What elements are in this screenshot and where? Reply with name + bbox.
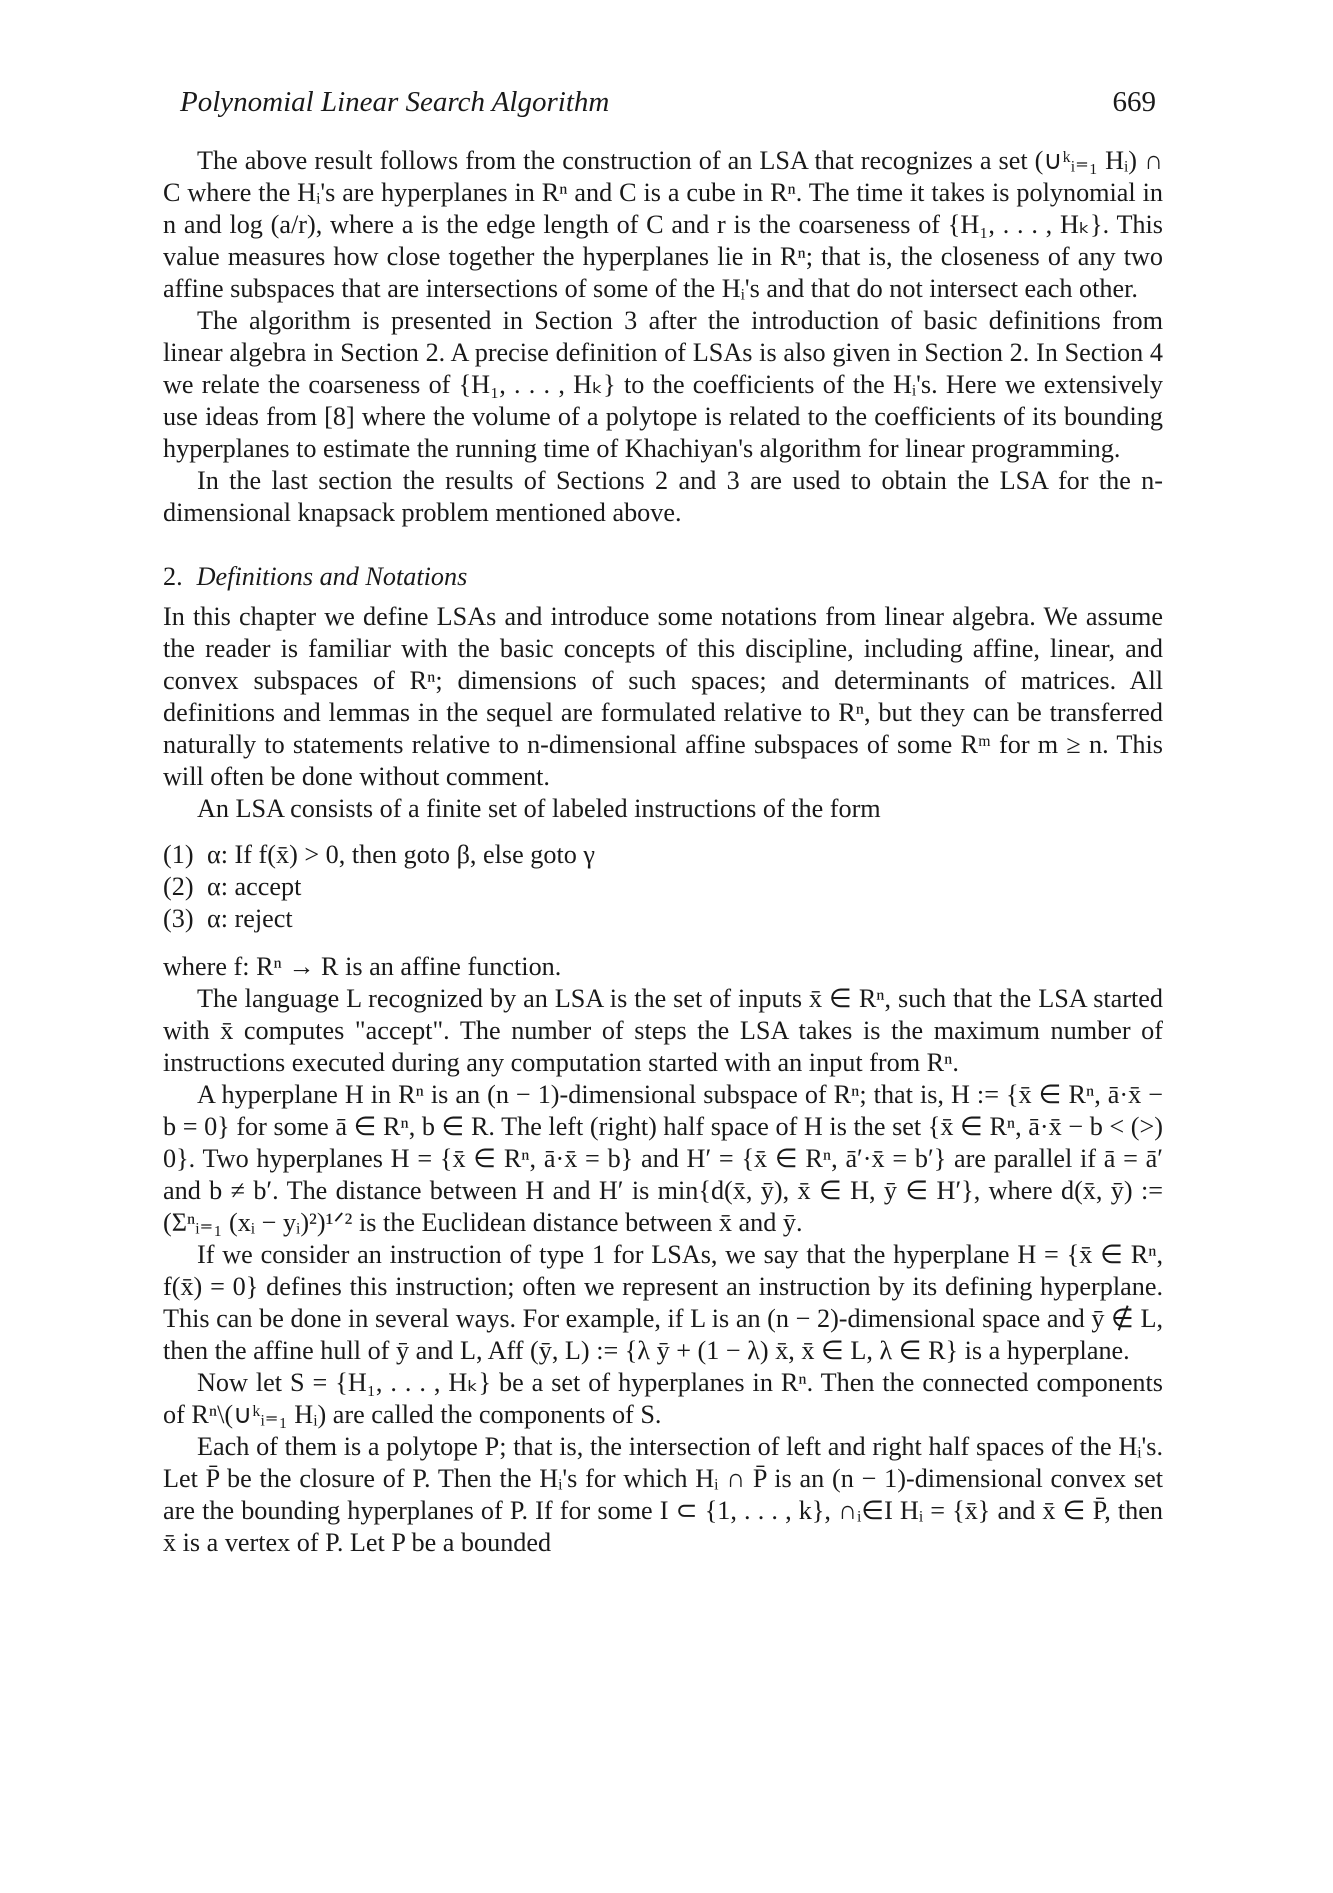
section-paragraph-7: Now let S = {H₁, . . . , Hₖ} be a set of hyperplanes in Rⁿ. Then the connected components of Rⁿ\(∪ᵏᵢ₌₁ Hᵢ) are called the components of S. [163,1368,1163,1429]
section-paragraph-4: The language L recognized by an LSA is the set of inputs x̄ ∈ Rⁿ, such that the LSA started with x̄ computes "accept". The number of steps the LSA takes is the maximum number of instructions executed during any computation started with an input from Rⁿ. [163,984,1163,1077]
running-title: Polynomial Linear Search Algorithm [180,86,610,118]
list-item [163,903,1163,935]
section-title: Definitions and Notations [196,562,468,591]
list-item-text: α: If f(x̄) > 0, then goto β, else goto γ [207,840,595,869]
list-item [163,871,1163,903]
instruction-list [163,839,1163,935]
running-head [180,86,1180,126]
section-paragraph-1: In this chapter we define LSAs and introduce some notations from linear algebra. We assume the reader is familiar with the basic concepts of this discipline, including affine, linear, and convex subspaces of Rⁿ; dimensions of such spaces; and determinants of matrices. All definitions and lemmas in the sequel are formulated relative to Rⁿ, but they can be transferred naturally to statements relative to n-dimensional affine subspaces of some Rᵐ for m ≥ n. This will often be done without comment. [163,602,1163,791]
section-paragraph-2: An LSA consists of a finite set of labeled instructions of the form [197,794,881,823]
section-paragraph-8: Each of them is a polytope P; that is, the intersection of left and right half spaces of the Hᵢ's. Let P̄ be the closure of P. Then the Hᵢ's for which Hᵢ ∩ P̄ is an (n − 1)-dimensional convex set are the bounding hyperplanes of P. If for some I ⊂ {1, . . . , k}, ∩ᵢ∈I Hᵢ = {x̄} and x̄ ∈ P̄, then x̄ is a vertex of P. Let P be a bounded [163,1432,1163,1557]
intro-paragraph-1: The above result follows from the construction of an LSA that recognizes a set (∪ᵏᵢ₌₁ Hᵢ) ∩ C where the Hᵢ's are hyperplanes in Rⁿ and C is a cube in Rⁿ. The time it takes is polynomial in n and log (a/r), where a is the edge length of C and r is the coarseness of {H₁, . . . , Hₖ}. This value measures how close together the hyperplanes lie in Rⁿ; that is, the closeness of any two affine subspaces that are intersections of some of the Hᵢ's and that do not intersect each other. [163,146,1163,303]
intro-paragraph-3: In the last section the results of Sections 2 and 3 are used to obtain the LSA for the n-dimensional knapsack problem mentioned above. [163,466,1163,527]
body-text [163,145,1163,1559]
section-number: 2. [163,562,183,591]
list-item [163,839,1163,871]
section-paragraph-6: If we consider an instruction of type 1 for LSAs, we say that the hyperplane H = {x̄ ∈ Rⁿ, f(x̄) = 0} defines this instruction; often we represent an instruction by its defining hyperplane. This can be done in several ways. For example, if L is an (n − 2)-dimensional space and ȳ ∉ L, then the affine hull of ȳ and L, Aff (ȳ, L) := {λ ȳ + (1 − λ) x̄, x̄ ∈ L, λ ∈ R} is a hyperplane. [163,1240,1163,1365]
list-item-text: α: accept [207,872,302,901]
list-item-number: (3) [163,904,194,933]
list-item-number: (1) [163,840,194,869]
intro-paragraph-2: The algorithm is presented in Section 3 after the introduction of basic definitions from linear algebra in Section 2. A precise definition of LSAs is also given in Section 2. In Section 4 we relate the coarseness of {H₁, . . . , Hₖ} to the coefficients of the Hᵢ's. Here we extensively use ideas from [8] where the volume of a polytope is related to the coefficients of its bounding hyperplanes to estimate the running time of Khachiyan's algorithm for linear programming. [163,306,1163,463]
page-number: 669 [1112,86,1156,118]
section-paragraph-5: A hyperplane H in Rⁿ is an (n − 1)-dimensional subspace of Rⁿ; that is, H := {x̄ ∈ Rⁿ, ā·x̄ − b = 0} for some ā ∈ Rⁿ, b ∈ R. The left (right) half space of H is the set {x̄ ∈ Rⁿ, ā·x̄ − b < (>) 0}. Two hyperplanes H = {x̄ ∈ Rⁿ, ā·x̄ = b} and H′ = {x̄ ∈ Rⁿ, ā′·x̄ = b′} are parallel if ā = ā′ and b ≠ b′. The distance between H and H′ is min{d(x̄, ȳ), x̄ ∈ H, ȳ ∈ H′}, where d(x̄, ȳ) := (Σⁿᵢ₌₁ (xᵢ − yᵢ)²)¹ᐟ² is the Euclidean distance between x̄ and ȳ. [163,1080,1163,1237]
section-heading [163,561,1163,593]
list-item-number: (2) [163,872,194,901]
section-paragraph-3: where f: Rⁿ → R is an affine function. [163,952,562,981]
list-item-text: α: reject [207,904,293,933]
